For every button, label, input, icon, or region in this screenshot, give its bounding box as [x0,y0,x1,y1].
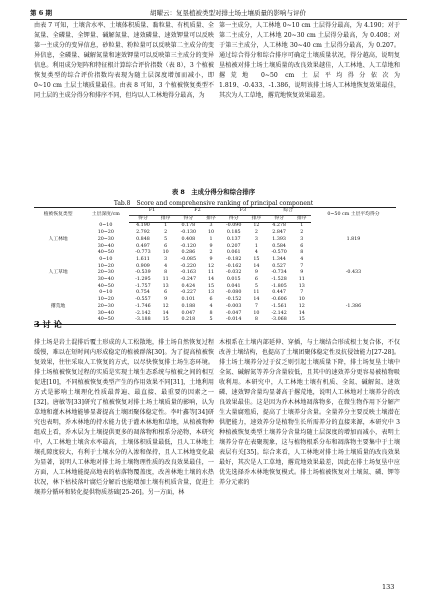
cell-f1-rank: 12 [162,303,169,309]
cell-f1-rank: 8 [164,270,168,276]
cell-f1-rank: 1 [164,223,168,229]
cell-f2-score: 0.424 [181,283,196,289]
cell-composite-score: 0.527 [272,263,286,269]
cell-vegetation-type [34,257,82,264]
cell-composite-score: 1.393 [272,236,286,242]
cell-average [311,297,396,304]
cell-depth: 0~10 [99,290,113,296]
table-row [34,284,396,291]
cell-f3-score: -0.162 [226,263,242,269]
header-rank: 排序 [157,215,175,223]
upper-left-paragraph: 由表 7 可知，土壤含水率、土壤体积质量、黏粒量、有机质量、全氮量、全磷量、全钾量、碱解氮量、速效磷量、速效钾量可以反映第一主成分的变异信息，砂粒量、粉粒量可以反映第二主成分的变异信息，全磷量、碱解氮量和速效钾量可以反映第三主成分的变异信息。利用成分矩阵和特征根计算综合评价指数（表 8），3 个植被恢复类型的综合评价指数均表现为随土层深度增加而减小，即 0~10 cm 土层土壤质量最佳。由表 8 可知，3 个植被恢复类型不同土层的主成分得分和排序不同，但均以人工林地得分最高，为 [34,22,214,99]
cell-f2-score: -0.220 [180,263,197,269]
cell-composite-score: -1.528 [271,277,287,283]
cell-average: -0.433 [345,270,362,276]
table-row [34,230,396,237]
cell-depth: 20~30 [97,303,114,309]
table-row [34,317,396,324]
cell-depth: 30~40 [97,243,114,249]
cell-f1-rank: 13 [162,283,169,289]
cell-composite-score: -3.068 [266,317,293,324]
cell-composite-rank: 11 [298,277,305,283]
table-row [34,290,396,297]
cell-composite-rank: 2 [300,230,304,236]
cell-depth: 0~10 [99,223,113,229]
table-row [34,304,396,311]
cell-vegetation-type [34,230,82,237]
cell-f1-rank: 10 [162,250,169,256]
upper-left-column [34,21,214,175]
cell-f3-score: -0.080 [226,290,242,296]
cell-average [311,223,396,230]
cell-f2-score: 0.178 [181,223,196,229]
cell-f1-score: -1.746 [135,303,151,309]
cell-composite-rank: 6 [300,243,304,249]
cell-f1-score: 2.792 [136,230,150,236]
cell-f3-rank: 8 [247,317,265,324]
ranking-table [34,207,396,325]
cell-f2-score: -0.163 [180,270,197,276]
cell-composite-rank: 8 [300,250,304,256]
table-row [34,237,396,244]
cell-f3-score: 0.137 [226,236,241,242]
cell-f2-rank: 8 [209,310,213,316]
cell-composite-score: 0.447 [272,290,286,296]
cell-f2-score: -0.227 [180,290,197,296]
cell-depth: 40~50 [97,283,114,289]
table-body [34,223,396,325]
cell-f2-score: -0.085 [180,256,197,262]
lower-right-paragraph: 木根系在土壤内部延伸、穿插，与土壤结合形成根土复合体，不仅改善土壤结构，也提高了土壤团聚体稳定性及抗侵蚀能力[27-28]。排土场土壤养分过于贫乏则引起土壤质量下降，排土场复垦土壤中全氮、碱解氮等养分含量较低，且其中的速效养分更容易被植物吸收利用。本研究中，人工林地土壤有机质、全氮、碱解氮、速效磷、速效钾含量均显著高于撂荒地，说明人工林地对土壤养分的改良效果最佳。这是因为乔木林地凋落物多，在微生物作用下分解产生大量腐殖质，提高了土壤养分含量。全量养分主要反映土壤潜在供肥能力，速效养分是植物生长所需养分的直接来源，本研究中 3 种植被恢复类型土壤养分含量均随土层深度的增加而减小，表明土壤养分存在表聚现象，这与植物根系分布和凋落物主要集中于土壤表层有关[35]。综合来看，人工林地对排土场土壤质量的改良效果最好，其次是人工草地，撂荒地效果最差，因此在排土场复垦中应优先选择乔木林地恢复模式。排土场植被恢复对土壤氮、磷、钾等养分元素的 [219,339,400,486]
cell-composite-score: 0.584 [272,243,286,249]
header-f1: F1 [129,208,174,216]
cell-composite-score: 2.847 [272,230,286,236]
cell-f3-rank: 11 [253,290,260,296]
cell-composite-score: -1.561 [271,303,287,309]
cell-average [311,284,396,291]
cell-composite-rank: 15 [293,317,311,324]
cell-average [311,317,396,324]
table-row [34,250,396,257]
cell-f3-rank: 9 [254,270,258,276]
cell-depth: 20~30 [97,270,114,276]
cell-f1-score: -1.295 [135,277,151,283]
cell-f1-rank: 2 [164,230,168,236]
cell-f3-rank: 2 [254,230,258,236]
cell-composite-rank: 1 [300,223,304,229]
cell-composite-score: 4.278 [272,223,286,229]
header-f3: F3 [220,208,265,216]
header-rule [30,19,407,20]
cell-average [311,311,396,318]
cell-f1-score: -0.557 [135,297,151,303]
cell-composite-rank: 4 [300,256,304,262]
cell-depth: 30~40 [97,277,114,283]
cell-depth: 30~40 [97,310,114,316]
cell-vegetation-type [34,250,82,257]
cell-f2-rank: 4 [209,303,213,309]
cell-composite-score: -0.734 [271,270,287,276]
cell-f1-score: 0.497 [136,243,150,249]
cell-f3-rank: 12 [253,223,260,229]
header-score: 得分 [175,215,202,223]
cell-f3-rank: 5 [254,283,258,289]
cell-vegetation-type [34,223,82,230]
table-row [34,223,396,230]
cell-f3-score: 0.015 [226,277,241,283]
table-row [34,270,396,277]
cell-f1-score: -2.142 [135,310,151,316]
cell-f3-rank: 1 [254,243,258,249]
cell-vegetation-type: 撂荒地 [50,303,66,309]
cell-f2-rank: 1 [209,236,213,242]
cell-f2-score: 0.286 [181,250,196,256]
cell-vegetation-type: 人工草地 [48,270,68,276]
issue-number: 第 6 期 [30,9,53,17]
cell-vegetation-type [34,311,82,318]
cell-f3-rank: 14 [253,297,260,303]
cell-composite-score: -0.606 [271,297,287,303]
cell-composite-rank: 7 [300,263,304,269]
cell-composite-score: -1.805 [271,283,287,289]
cell-f3-score: 0.061 [226,250,241,256]
cell-f3-score: 0.207 [226,243,241,249]
cell-vegetation-type [34,244,82,251]
cell-average [311,244,396,251]
header-score: 得分 [220,215,247,223]
cell-composite-score: -2.142 [271,310,287,316]
cell-composite-score: 1.344 [272,256,286,262]
cell-f2-rank: 9 [209,256,213,262]
cell-f1-score: 0.909 [136,263,150,269]
header-score: 得分 [266,215,293,223]
cell-depth: 40~50 [97,250,114,256]
header-f2: F2 [175,208,220,216]
cell-f1-score: -1.757 [135,283,151,289]
cell-f1-rank: 15 [157,317,175,324]
cell-average: -1.386 [345,303,362,309]
cell-f2-rank: 5 [202,317,220,324]
cell-average [311,257,396,264]
cell-average [311,290,396,297]
cell-f3-score: 0.185 [226,230,241,236]
cell-f1-rank: 3 [164,256,168,262]
cell-vegetation-type [34,284,82,291]
cell-average [311,250,396,257]
header-average: 0~50 cm 土层平均得分 [311,208,396,223]
cell-composite-rank: 10 [298,297,305,303]
cell-average: 1.819 [346,236,361,242]
cell-f3-score: -0.014 [220,317,247,324]
lower-left-paragraph: 排土场是岩土混排后覆土形成的人工松散地，排土场自然恢复过程缓慢，难以在短时间内形成稳定的植被群落[30]。为了提高植被恢复效果，往往采取人工恢复的方式，以尽快恢复排土场生态环境。排土场植被恢复过程的实质是实现土壤生态系统与植被之间的相互促进[10]，不同植被恢复类型产生的作用效果不同[31]，土地利用方式是影响土壤理化性质最普遍、最直接、最重要的因素之一[32]。唐敏等[33]研究了植被恢复对排土场土壤质量的影响，认为草地和灌木林地能够显著提高土壤团聚体稳定性。李叶鑫等[34]研究也表明，乔木林地的持水能力优于灌木林地和草地，从植被物种组成上看，乔木层为土壤提供更多的凋落物和根系分泌物，本研究中，人工林地土壤含水率最高，土壤体积质量最低，且人工林地土壤孔隙度较大，有利于土壤水分的入渗和保持，且人工林地变化最为显著，说明人工林地对排土场土壤物理性质的改良效果最佳，一方面，人工林地能提高地表的枯落物覆盖度，改善林地土壤的水热状况，林下枯枝落叶腐烂分解后也能增加土壤有机质含量，促进土壤养分循环和转化提供物质基础[25-26]。另一方面，林 [34,339,214,496]
cell-vegetation-type [34,277,82,284]
cell-depth: 10~20 [97,297,114,303]
running-title: 胡曜云：复垦植被类型对排土场土壤质量的影响与评价 [150,9,306,17]
cell-f1-score: 0.848 [136,236,150,242]
cell-f3-score: -0.003 [226,303,242,309]
cell-f2-score: -0.247 [180,277,197,283]
cell-f2-rank: 12 [207,263,215,269]
cell-f2-rank: 11 [207,270,215,276]
cell-f3-score: 0.041 [226,283,241,289]
cell-f1-rank: 6 [164,243,168,249]
cell-average [311,230,396,237]
cell-f2-rank: 2 [209,250,213,256]
cell-f1-score: -0.539 [135,270,151,276]
cell-f3-score: -0.182 [226,256,242,262]
table-title-cn: 表 8 主成分得分和综合排序 [171,188,256,196]
cell-f2-rank: 6 [209,297,213,303]
cell-composite-score: -0.570 [271,250,287,256]
cell-f2-rank: 13 [207,290,215,296]
cell-f2-score: 0.218 [175,317,202,324]
upper-right-column [219,21,400,175]
cell-f2-score: 0.047 [181,310,196,316]
header-rank: 排序 [293,215,311,223]
table-title-en: Tab.8 Score and comprehensive ranking of principal component [113,200,314,207]
cell-f1-rank: 5 [164,236,168,242]
header-rank: 排序 [202,215,220,223]
cell-f2-rank: 14 [207,277,215,283]
table-row [34,297,396,304]
header-vegetation-type: 植被恢复类型 [34,208,82,223]
cell-vegetation-type [34,290,82,297]
cell-f1-rank: 4 [164,263,168,269]
cell-f1-rank: 14 [162,310,169,316]
header-score: 得分 [129,215,156,223]
cell-composite-rank: 9 [300,270,304,276]
cell-f1-score: 0.754 [136,290,150,296]
cell-f2-rank: 10 [207,230,215,236]
running-header [0,6,427,20]
header-soil-depth: 土层深度/cm [82,208,129,223]
page-number: 133 [382,583,395,591]
cell-f1-rank: 9 [164,297,168,303]
lower-right-column [219,338,400,574]
cell-depth: 10~20 [97,263,114,269]
header-composite: 综合 [266,208,311,216]
cell-composite-rank: 3 [300,236,304,242]
cell-f3-score: -0.047 [226,310,242,316]
table-row [34,257,396,264]
cell-f3-score: -0.152 [226,297,242,303]
table-row [34,244,396,251]
cell-composite-rank: 13 [298,283,305,289]
cell-f3-rank: 3 [254,236,258,242]
cell-depth: 0~10 [99,256,113,262]
cell-f2-score: 0.101 [181,297,196,303]
cell-f3-rank: 14 [253,263,260,269]
cell-f3-rank: 7 [254,303,258,309]
header-rank: 排序 [247,215,265,223]
cell-depth: 40~50 [82,317,129,324]
cell-f2-rank: 15 [207,283,215,289]
cell-depth: 10~20 [97,230,114,236]
cell-composite-rank: 14 [298,310,305,316]
cell-vegetation-type: 人工林地 [48,236,68,242]
cell-f3-rank: 6 [254,277,258,283]
cell-f1-rank: 11 [162,277,169,283]
cell-composite-rank: 12 [298,303,305,309]
cell-f1-rank: 6 [164,290,168,296]
cell-f1-score: 1.611 [136,256,150,262]
cell-f3-rank: 15 [253,256,260,262]
cell-depth: 20~30 [97,236,114,242]
table-row [34,264,396,271]
cell-f1-score: 4.190 [136,223,150,229]
cell-average [311,277,396,284]
cell-vegetation-type [34,297,82,304]
cell-f1-score: -3.188 [129,317,156,324]
table-row [34,311,396,318]
cell-f3-score: -0.090 [226,223,242,229]
cell-f3-rank: 10 [253,310,260,316]
cell-f2-rank: 3 [209,223,213,229]
cell-f3-score: -0.032 [226,270,242,276]
upper-right-paragraph: 第一主成分，人工林地 0~10 cm 土层得分最高，为 4.190；对于第二主成分，人工林地 20~30 cm 土层得分最高，为 0.408；对于第三主成分，人工林地 30~40 cm 土层得分最高，为 0.207。通过综合得分和综合排序可确定土壤质量状况，得分越高，说明复垦植被对排土场土壤质量的改良效果越佳，人工林地、人工草地和撂荒地 0~50 cm 土层平均得分依次为 1.819、-0.433、-1.386，说明该排土场人工林地恢复效果最佳，其次为人工草地，撂荒地恢复效果最差。 [219,22,400,99]
cell-f2-score: 0.188 [181,303,196,309]
cell-composite-rank: 7 [300,290,304,296]
section-heading: 3 讨 论 [34,319,62,329]
lower-left-column [34,338,214,574]
cell-f2-score: -0.120 [180,243,197,249]
cell-f3-rank: 4 [254,250,258,256]
cell-f2-score: -0.130 [180,230,197,236]
table-row [34,277,396,284]
cell-f1-score: -0.773 [135,250,151,256]
cell-f2-rank: 9 [209,243,213,249]
cell-f2-score: 0.408 [181,236,196,242]
